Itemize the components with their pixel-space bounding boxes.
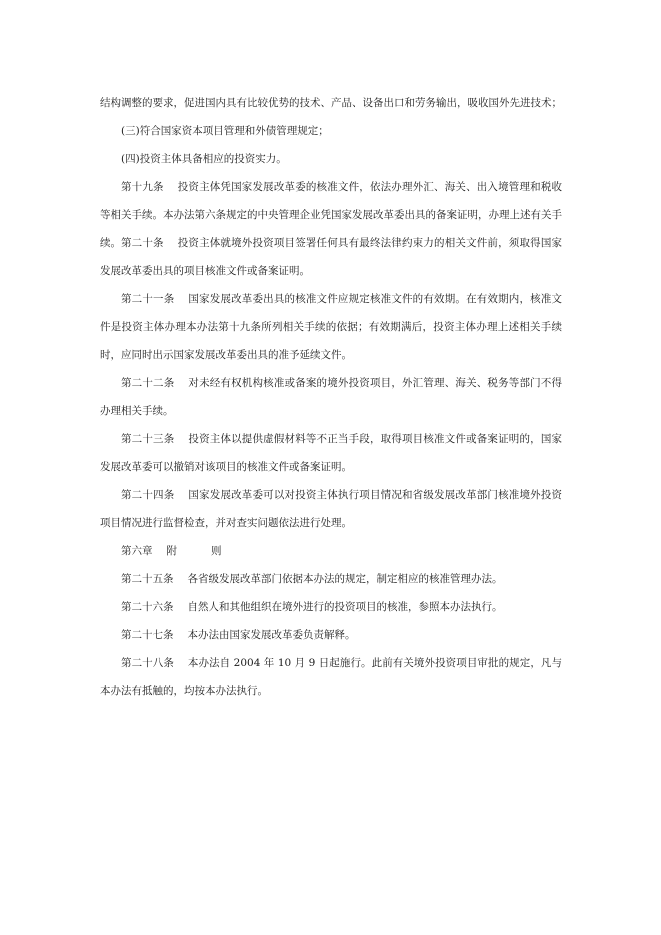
- article-text: 国家发展改革委出具的核准文件应规定核准文件的有效期。在有效期内，核准文件是投资主体办理本办法第十九条所列相关手续的依据；有效期满后，投资主体办理上述相关手续时，应同时出示国家发展改革委出具的准予延续文件。: [100, 293, 563, 361]
- article-text: 投资主体就境外投资项目签署任何具有最终法律约束力的相关文件前，须取得国家发展改革委出具的项目核准文件或备案证明。: [100, 237, 562, 277]
- article-number: 第二十一条: [121, 293, 175, 305]
- article-text: 本办法由国家发展改革委负责解释。: [187, 629, 356, 641]
- paragraph-text: (三)符合国家资本项目管理和外债管理规定；: [121, 125, 329, 137]
- article-text: 本办法自 2004 年 10 月 9 日起施行。此前有关境外投资项目审批的规定，凡与本办法有抵触的，均按本办法执行。: [100, 657, 563, 697]
- paragraph-item-3: [100, 117, 562, 145]
- article-26: [100, 593, 562, 621]
- chapter-heading: [100, 537, 562, 565]
- article-text: 对未经有权机构核准或备案的境外投资项目，外汇管理、海关、税务等部门不得办理相关手续。: [100, 377, 563, 417]
- article-text: 国家发展改革委可以对投资主体执行项目情况和省级发展改革部门核准境外投资项目情况进行监督检查，并对查实问题依法进行处理。: [100, 489, 563, 529]
- article-text: 自然人和其他组织在境外进行的投资项目的核准，参照本办法执行。: [187, 601, 503, 613]
- article-28: [100, 649, 562, 705]
- article-text: 各省级发展改革部门依据本办法的规定，制定相应的核准管理办法。: [187, 573, 503, 585]
- article-number: 第二十条: [121, 237, 164, 249]
- article-27: [100, 621, 562, 649]
- chapter-label: 第六章: [121, 545, 153, 557]
- article-22: [100, 369, 562, 425]
- article-number: 第二十六条: [121, 601, 174, 613]
- article-number: 第二十八条: [121, 657, 174, 669]
- article-number: 第二十三条: [121, 433, 175, 445]
- paragraph-text: (四)投资主体具备相应的投资实力。: [121, 153, 287, 165]
- article-21: [100, 285, 562, 369]
- article-24: [100, 481, 562, 537]
- chapter-title-part-1: 附: [166, 545, 177, 557]
- article-number: 第十九条: [121, 181, 164, 193]
- paragraph-text: 结构调整的要求，促进国内具有比较优势的技术、产品、设备出口和劳务输出，吸收国外先进技术；: [100, 97, 562, 109]
- article-number: 第二十四条: [121, 489, 175, 501]
- article-text: 投资主体以提供虚假材料等不正当手段，取得项目核准文件或备案证明的，国家发展改革委可以撤销对该项目的核准文件或备案证明。: [100, 433, 563, 473]
- paragraph-continuation: [100, 89, 562, 117]
- article-25: [100, 565, 562, 593]
- article-text: 投资主体凭国家发展改革委的核准文件，依法办理外汇、海关、出入境管理和税收等相关手续。本办法第六条规定的中央管理企业凭国家发展改革委出具的备案证明，办理上述有关手续。: [100, 181, 562, 249]
- chapter-title-part-2: 则: [211, 545, 222, 557]
- article-20: [100, 229, 562, 285]
- article-23: [100, 425, 562, 481]
- article-number: 第二十五条: [121, 573, 174, 585]
- article-number: 第二十二条: [121, 377, 175, 389]
- paragraph-item-4: [100, 145, 562, 173]
- article-number: 第二十七条: [121, 629, 174, 641]
